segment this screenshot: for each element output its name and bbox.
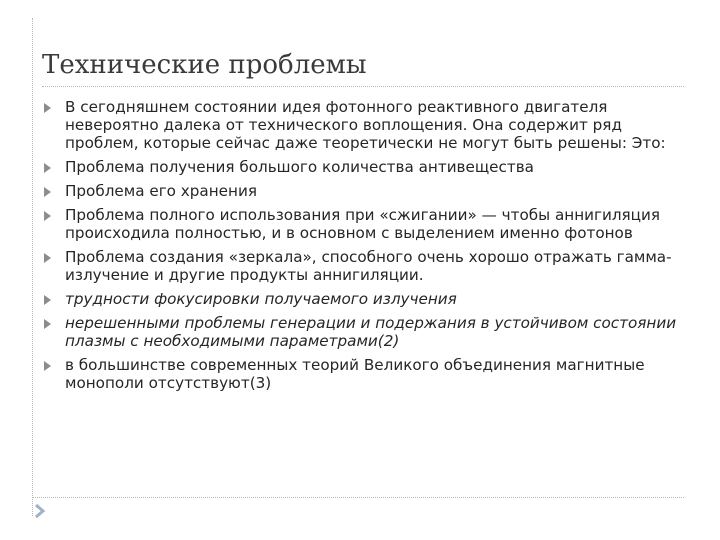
triangle-bullet-icon [44, 361, 51, 371]
bullet-text: нерешенными проблемы генерации и подержания в устойчивом состоянии плазмы с необходимыми параметрами(2) [65, 314, 677, 350]
triangle-bullet-icon [44, 253, 51, 263]
bullet-item [44, 290, 690, 308]
triangle-bullet-icon [44, 103, 51, 113]
bullet-text: Проблема получения большого количества антивещества [65, 158, 534, 176]
left-dotted-rule [32, 18, 33, 516]
bullet-text: В сегодняшнем состоянии идея фотонного реактивного двигателя невероятно далека от технического воплощения. Она содержит ряд проблем, которые сейчас даже теоретически не могут быть решены: Это: [65, 98, 666, 152]
triangle-bullet-icon [44, 163, 51, 173]
bullet-item [44, 206, 690, 242]
bullet-item [44, 356, 690, 392]
bullet-item [44, 248, 690, 284]
triangle-bullet-icon [44, 319, 51, 329]
slide-title: Технические проблемы [42, 50, 367, 80]
bullet-list [44, 98, 690, 398]
triangle-bullet-icon [44, 211, 51, 221]
bullet-text: трудности фокусировки получаемого излучения [65, 290, 457, 308]
bullet-item [44, 98, 690, 152]
bullet-item [44, 182, 690, 200]
triangle-bullet-icon [44, 295, 51, 305]
bullet-text: в большинстве современных теорий Великого объединения магнитные монополи отсутствуют(3) [65, 356, 645, 392]
bullet-text: Проблема создания «зеркала», способного очень хорошо отражать гамма-излучение и другие продукты аннигиляции. [65, 248, 672, 284]
bullet-item [44, 158, 690, 176]
title-dotted-rule [42, 86, 684, 87]
bullet-item [44, 314, 690, 350]
triangle-bullet-icon [44, 187, 51, 197]
bullet-text: Проблема его хранения [65, 182, 257, 200]
bottom-dotted-rule [32, 497, 684, 498]
bullet-text: Проблема полного использования при «сжигании» — чтобы аннигиляция происходила полностью, и в основном с выделением именно фотонов [65, 206, 661, 242]
chevron-right-icon [34, 504, 46, 518]
